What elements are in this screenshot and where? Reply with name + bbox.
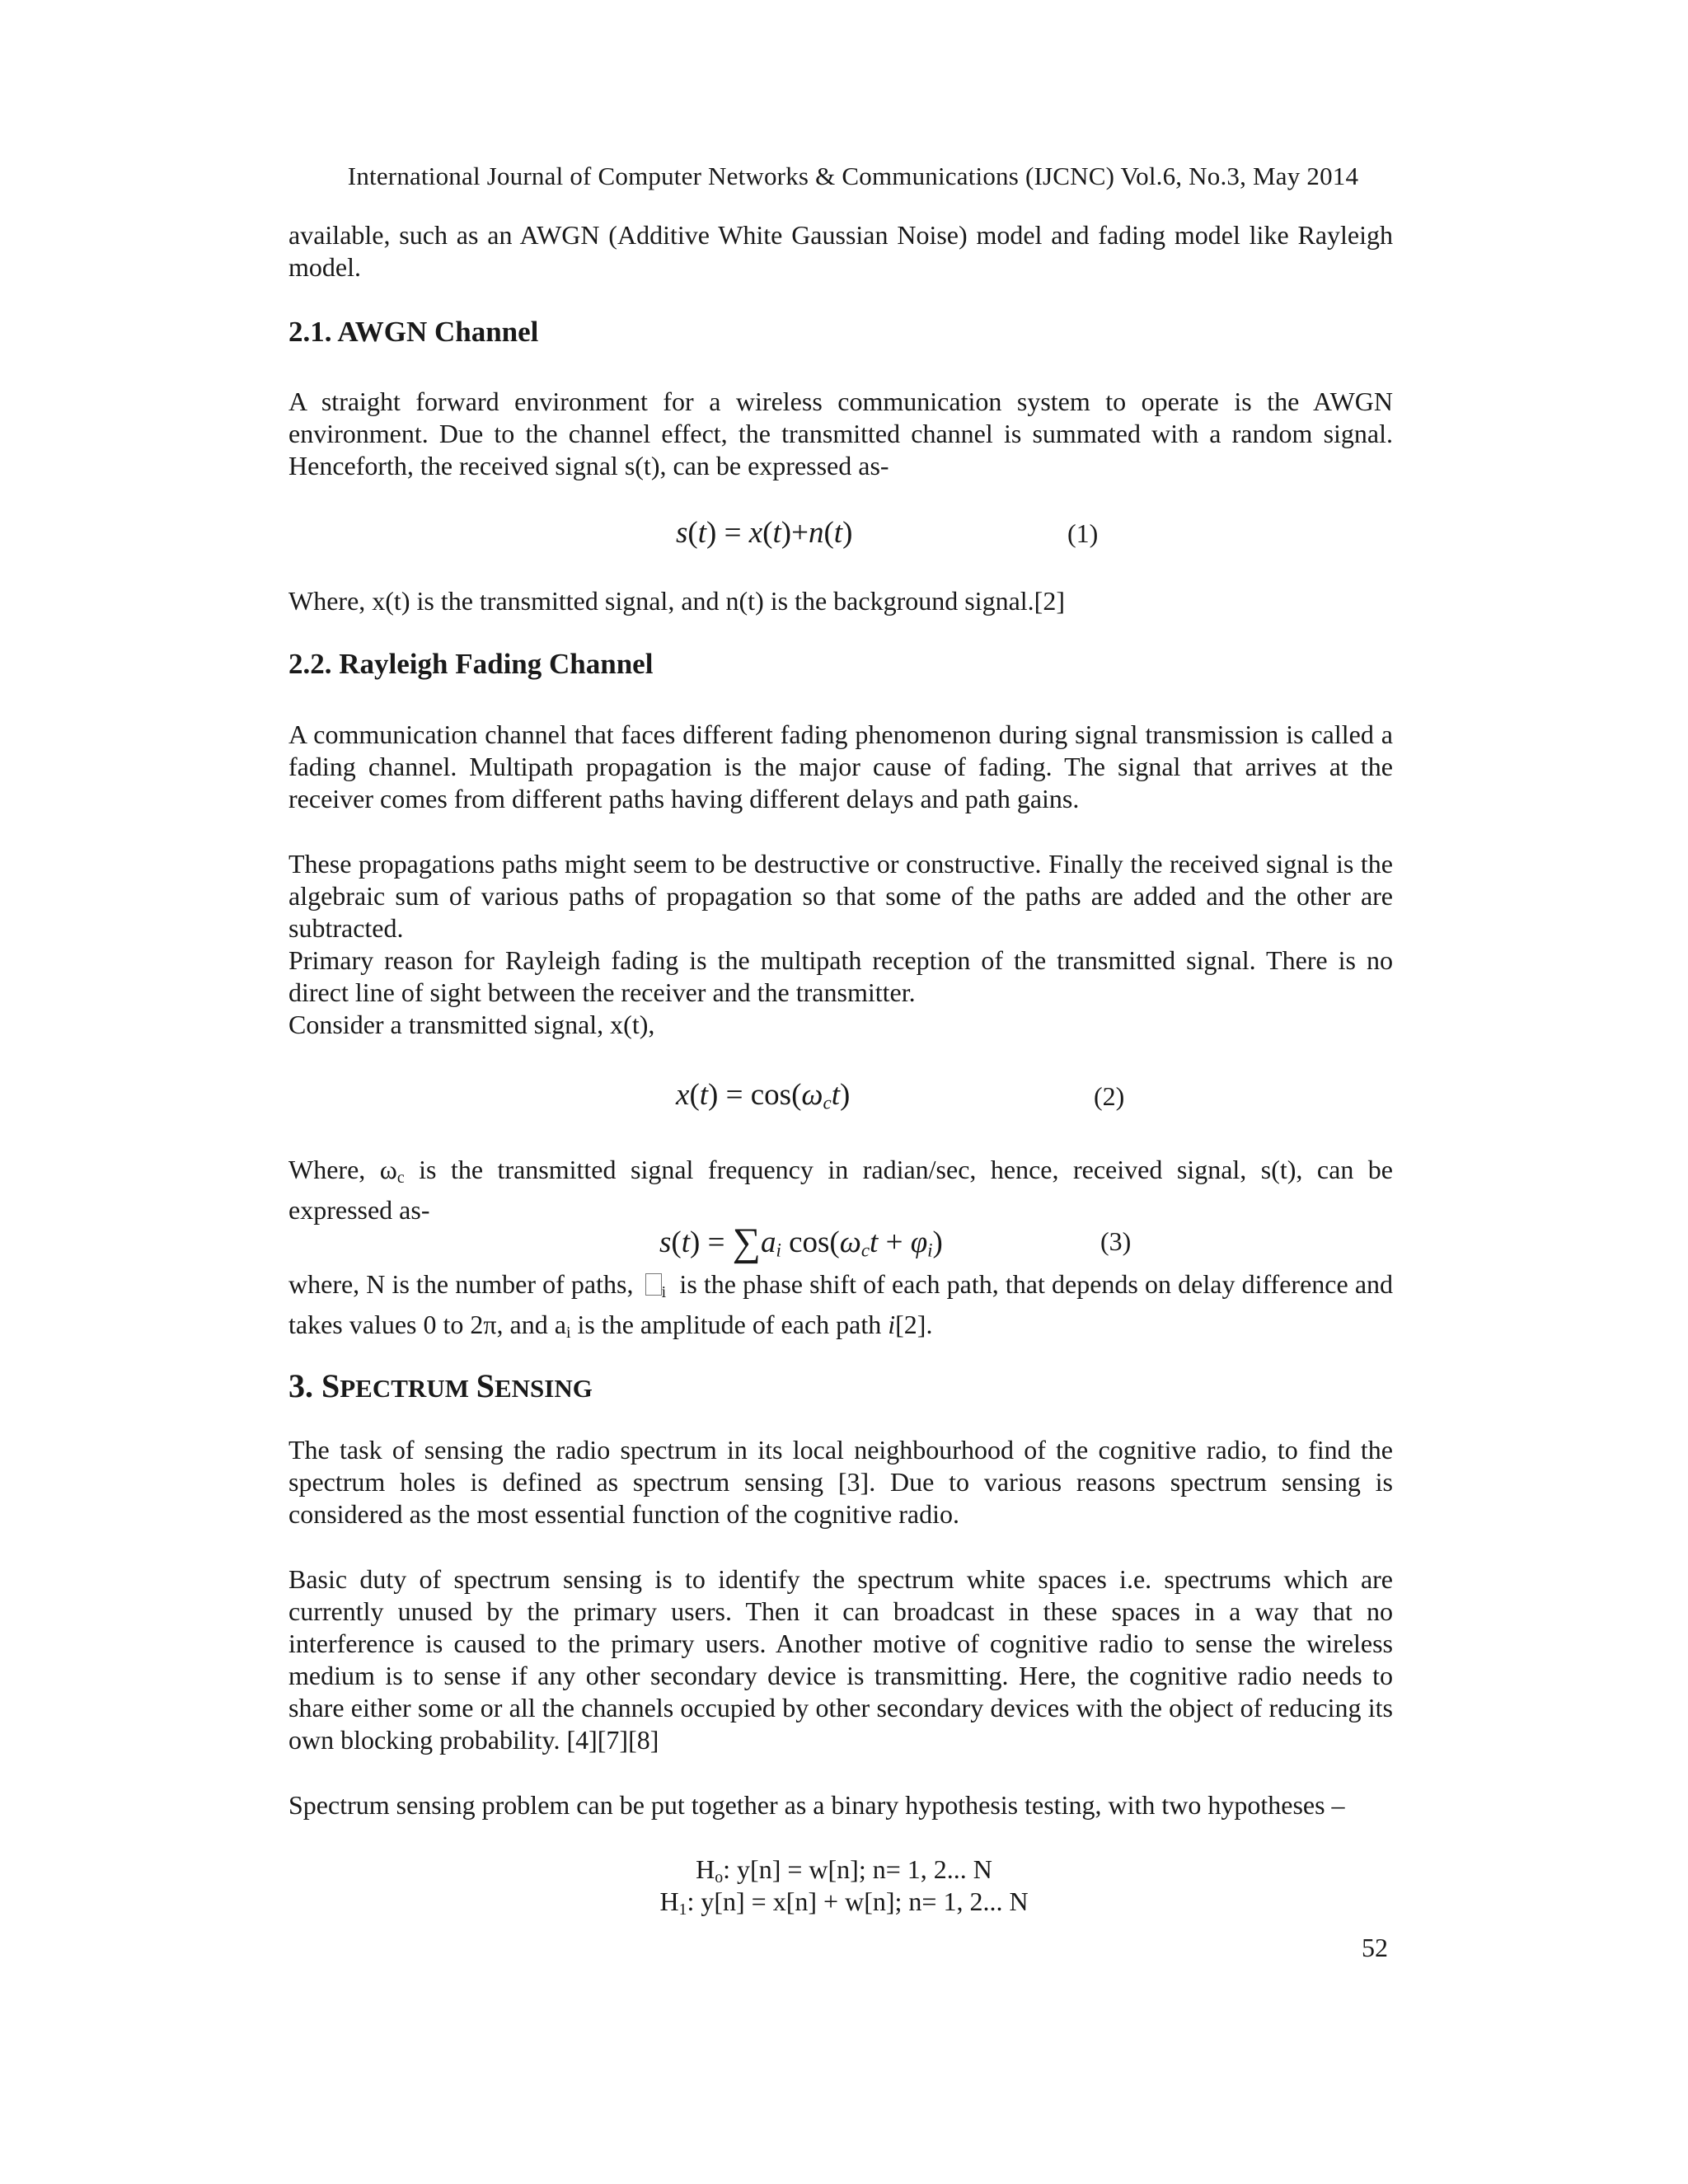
fading-paragraph-1: A communication channel that faces different fading phenomenon during signal transmission is called a fading channel. Multipath propagation is the major cause of fading. The signal that arrives at the receiver comes from different paths having different delays and path gains. <box>288 719 1393 813</box>
where3-text-b: is the phase shift of each path, that depends on delay difference and takes values 0 to 2π, and a <box>288 1269 1394 1339</box>
equation-2-number: (2) <box>1094 1081 1125 1111</box>
section-heading-rayleigh: 2.2. Rayleigh Fading Channel <box>288 648 654 680</box>
fading-paragraph-3: Primary reason for Rayleigh fading is the multipath reception of the transmitted signal. There is no direct line of sight between the receiver and the transmitter. <box>288 945 1393 1007</box>
where3-block <box>288 1268 1393 1349</box>
intro-paragraph-block <box>288 219 1393 284</box>
awgn-paragraph-block <box>288 386 1393 482</box>
ss3-block <box>288 1789 1393 1821</box>
where3-text-a: where, N is the number of paths, <box>288 1269 634 1299</box>
equation-1-number: (1) <box>1067 518 1099 548</box>
where3-text-c: is the amplitude of each path <box>577 1309 882 1339</box>
where2-paragraph: Where, $\omega_c$ is the transmitted signal frequency in radian/sec, hence, received signal, s(t), can be expressed as- <box>288 1155 1394 1225</box>
section-2-1-block <box>288 316 1393 349</box>
section-2-2-block <box>288 648 1393 681</box>
where1-paragraph: Where, x(t) is the transmitted signal, and n(t) is the background signal.[2] <box>288 586 1065 616</box>
where2-block <box>288 1154 1393 1226</box>
equation-1: s(t) = x(t)+n(t) <box>676 516 853 550</box>
hypothesis-h0: $H_o$: y[n] = w[n]; n= 1, 2... N <box>696 1854 992 1886</box>
spectrum-sensing-paragraph-1: The task of sensing the radio spectrum in its local neighbourhood of the cognitive radio, to find the spectrum holes is defined as spectrum sensing [3]. Due to various reasons spectrum sensing is considered as the most essential function of the cognitive radio. <box>288 1435 1393 1529</box>
ss1-block <box>288 1434 1393 1530</box>
where1-block <box>288 585 1393 617</box>
ss2-block <box>288 1563 1393 1756</box>
fading-paragraph-2: These propagations paths might seem to be destructive or constructive. Finally the received signal is the algebraic sum of various paths of propagation so that some of the paths are added and the other are subtracted. <box>288 849 1393 943</box>
journal-header: International Journal of Computer Networks & Communications (IJCNC) Vol.6, No.3, May 2014 <box>347 162 1359 190</box>
fading-paragraph-4: Consider a transmitted signal, x(t), <box>288 1010 655 1039</box>
page-number: 52 <box>1362 1933 1388 1962</box>
awgn-paragraph: A straight forward environment for a wireless communication system to operate is the AWGN environment. Due to the channel effect, the transmitted channel is summated with a random signal. Henceforth, the received signal s(t), can be expressed as- <box>288 387 1393 480</box>
hypothesis-h1: $H_1$: y[n] = x[n] + w[n]; n= 1, 2... N <box>659 1886 1029 1919</box>
section-heading-spectrum-sensing: 3. SPECTRUM SENSING <box>288 1367 593 1404</box>
section-heading-awgn: 2.1. AWGN Channel <box>288 316 539 348</box>
section-3-block <box>288 1366 1393 1405</box>
fading2-block <box>288 848 1393 1041</box>
equation-3: $s(t) = \sum a_i$ $\cos(\omega_ct + \varphi_i)$ <box>659 1221 943 1264</box>
missing-glyph-icon <box>645 1273 662 1296</box>
intro-paragraph: available, such as an AWGN (Additive White Gaussian Noise) model and fading model like Rayleigh model. <box>288 220 1393 282</box>
equation-3-number: (3) <box>1100 1226 1132 1256</box>
fading1-block <box>288 719 1393 815</box>
where3-text-d: [2]. <box>895 1309 933 1339</box>
spectrum-sensing-paragraph-2: Basic duty of spectrum sensing is to identify the spectrum white spaces i.e. spectrums which are currently unused by the primary users. Then it can broadcast in these spaces in a way that no interference is caused to the primary users. Another motive of cognitive radio to sense the wireless medium is to sense if any other secondary device is transmitting. Here, the cognitive radio needs to share either some or all the channels occupied by other secondary devices with the object of reducing its own blocking probability. [4][7][8] <box>288 1564 1393 1755</box>
where3-paragraph: where, N is the number of paths, $_i$ is the phase shift of each path, that depends on delay difference and takes values 0 to 2π, and $a_i$ is the amplitude of each path i[2]. <box>288 1269 1394 1342</box>
equation-2: $x(t) = \cos(\omega_ct)$ <box>676 1078 851 1113</box>
spectrum-sensing-paragraph-3: Spectrum sensing problem can be put together as a binary hypothesis testing, with two hypotheses – <box>288 1790 1345 1820</box>
